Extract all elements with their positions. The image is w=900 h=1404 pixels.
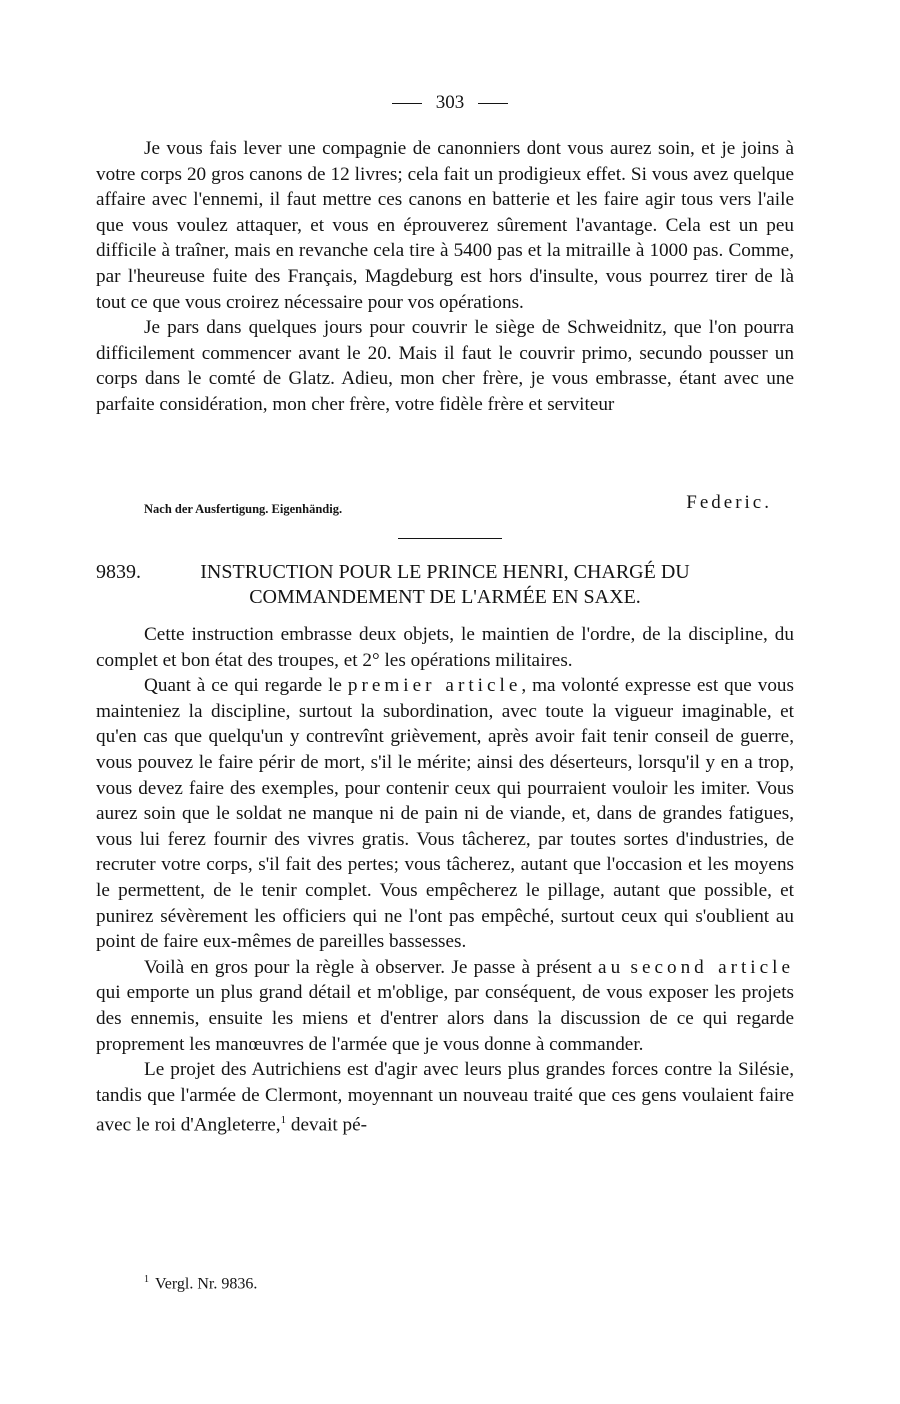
- body-paragraph-4-rest: devait pé-: [286, 1114, 368, 1136]
- section-number: 9839.: [96, 561, 141, 583]
- spaced-term-second-article: second article: [630, 956, 794, 978]
- spaced-term-premier-article: premier article: [347, 675, 522, 697]
- body-paragraph-4: [96, 1057, 794, 1138]
- header-dash-right: [478, 103, 508, 104]
- page-number: 303: [435, 92, 465, 113]
- letter-paragraph-1: Je vous fais lever une compagnie de canonniers dont vous aurez soin, et je joins à votre corps 20 gros canons de 12 livres; cela fait un prodigieux effet. Si vous avez quelque affaire avec l'ennemi, il faut mettre ces canons en batterie et les faire agir tous vers l'aile que vous voulez attaquer, et vous en éprouverez sûrement l'avantage. Cela est un peu difficile à traîner, mais en revanche cela tire à 5400 pas et la mitraille à 1000 pas. Comme, par l'heureuse fuite des Français, Magdeburg est hors d'insulte, vous pourrez tirer de là tout ce que vous croirez nécessaire pour vos opérations.: [96, 138, 794, 313]
- instruction-body: [96, 622, 794, 1138]
- section-title-line-1: INSTRUCTION POUR LE PRINCE HENRI, CHARGÉ DU: [200, 561, 690, 583]
- body-paragraph-1: Cette instruction embrasse deux objets, le maintien de l'ordre, de la discipline, du complet et bon état des troupes, et 2° les opérations militaires.: [96, 624, 794, 671]
- body-paragraph-2-rest: , ma volonté expresse est que vous mainteniez la discipline, surtout la subordination, avec toute la vigueur imaginable, et qu'en cas que quelqu'un y contrevînt grièvement, après avoir fait tenir conseil de guerre, vous pouvez le faire périr de mort, s'il le mérite; ainsi des déserteurs, lorsqu'il y en a trop, vous devez faire des exemples, pour contenir ceux qui pourraient vouloir les imiter. Vous aurez soin que le soldat ne manque ni de pain ni de viande, et, dans de grandes fatigues, vous lui ferez fournir des vivres gratis. Vous tâcherez, par toutes sortes d'industries, de recruter votre corps, s'il fait des pertes; vous tâcherez, autant que l'occasion et les moyens le permettent, de le tenir complet. Vous empêcherez le pillage, autant que possible, et punirez sévèrement les officiers qui ne l'ont pas empêché, surtout ceux qui s'oublient au point de faire eux-mêmes de pareilles bassesses.: [96, 675, 794, 953]
- body-paragraph-2: [96, 673, 794, 955]
- body-paragraph-2-start: Quant à ce qui regarde le: [144, 675, 348, 697]
- signature: Federic.: [686, 492, 772, 513]
- letter-body: [96, 136, 794, 418]
- spaced-term-au: au: [598, 956, 625, 978]
- section-divider: [398, 538, 502, 539]
- footnote: [144, 1270, 257, 1294]
- section-title: [96, 560, 794, 610]
- letter-closing: [144, 492, 772, 522]
- body-paragraph-3: [96, 955, 794, 1057]
- footnote-text: Vergl. Nr. 9836.: [155, 1275, 258, 1293]
- body-paragraph-4-start: Le projet des Autrichiens est d'agir avec leurs plus grandes forces contre la Silésie, tandis que l'armée de Clermont, moyennant un nouveau traité que ces gens voulaient faire avec le roi d'Angleterre,: [96, 1059, 794, 1136]
- letter-paragraph-2: Je pars dans quelques jours pour couvrir le siège de Schweidnitz, que l'on pourra difficilement commencer avant le 20. Mais il faut le couvrir primo, secundo pousser un corps dans le comté de Glatz. Adieu, mon cher frère, je vous embrasse, étant avec une parfaite considération, mon cher frère, votre fidèle frère et serviteur: [96, 317, 794, 415]
- page-header: [0, 90, 900, 116]
- footnote-reference: 1: [280, 1114, 287, 1127]
- footnote-mark: 1: [144, 1274, 149, 1285]
- header-dash-left: [392, 103, 422, 104]
- body-paragraph-3-rest: qui emporte un plus grand détail et m'oblige, par conséquent, de vous exposer les projets des ennemis, ensuite les miens et d'entrer alors dans la discussion de ce qui regarde proprement les manœuvres de l'armée que je vous donne à commander.: [96, 982, 794, 1055]
- section-title-line-2: COMMANDEMENT DE L'ARMÉE EN SAXE.: [249, 586, 641, 608]
- body-paragraph-3-start: Voilà en gros pour la règle à observer. Je passe à présent: [144, 956, 599, 978]
- source-note: Nach der Ausfertigung. Eigenhändig.: [144, 502, 343, 516]
